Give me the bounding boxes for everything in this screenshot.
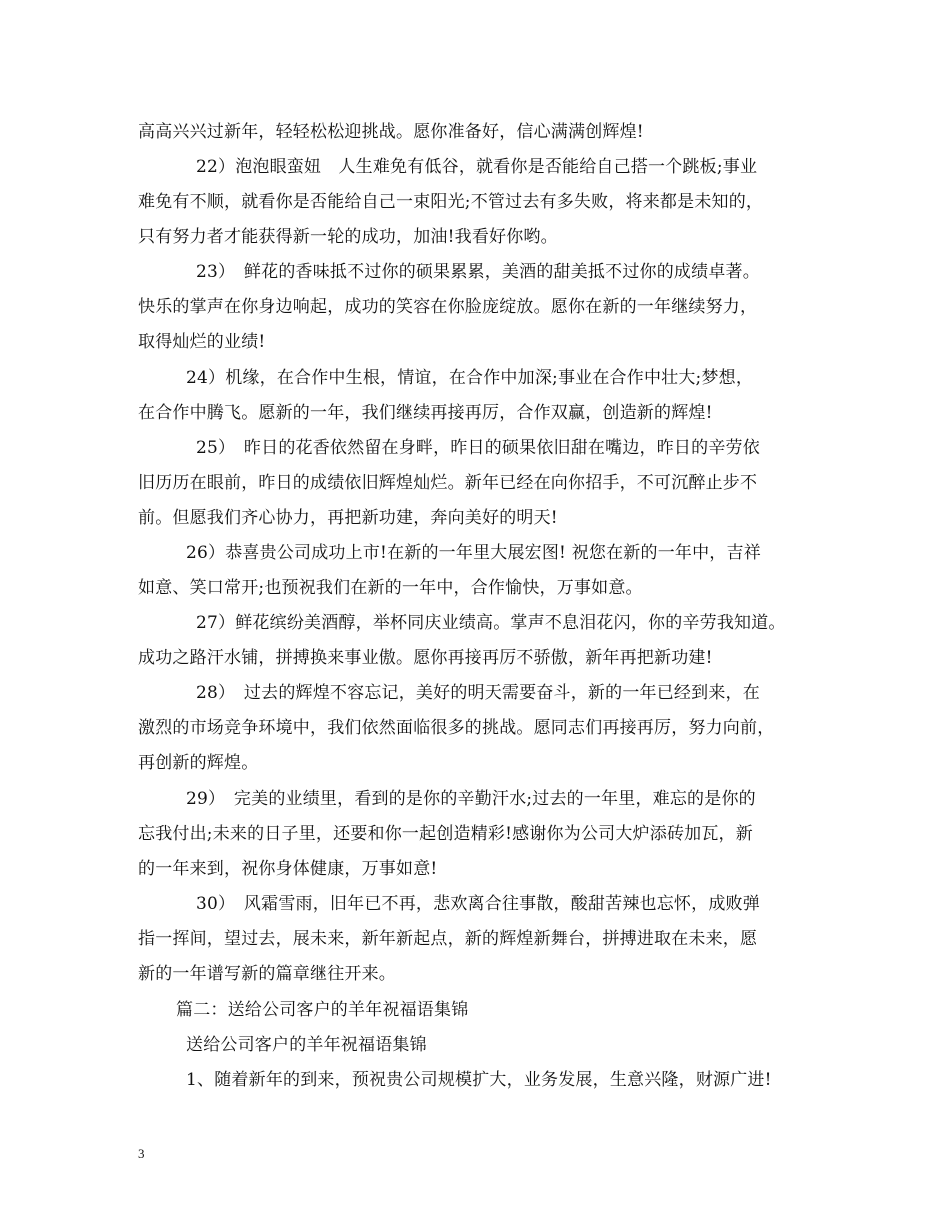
text-line: 25） 昨日的花香依然留在身畔，昨日的硕果依旧甜在嘴边，昨日的辛劳依 xyxy=(196,438,760,458)
text-line: 如意、笑口常开;也预祝我们在新的一年中，合作愉快，万事如意。 xyxy=(138,578,643,598)
text-line: 23） 鲜花的香味抵不过你的硕果累累，美酒的甜美抵不过你的成绩卓著。 xyxy=(196,262,760,282)
section-heading: 篇二：送给公司客户的羊年祝福语集锦 xyxy=(176,1000,469,1020)
text-line: 的一年来到，祝你身体健康，万事如意! xyxy=(138,859,438,879)
text-line: 高高兴兴过新年，轻轻松松迎挑战。愿你准备好，信心满满创辉煌! xyxy=(138,122,644,142)
text-line: 快乐的掌声在你身边响起，成功的笑容在你脸庞绽放。愿你在新的一年继续努力， xyxy=(138,297,758,317)
text-line: 指一挥间，望过去，展未来，新年新起点，新的辉煌新舞台，拼搏进取在未来，愿 xyxy=(138,929,758,949)
text-line: 在合作中腾飞。愿新的一年，我们继续再接再厉，合作双赢，创造新的辉煌! xyxy=(138,403,713,423)
text-line: 前。但愿我们齐心协力，再把新功建，奔向美好的明天! xyxy=(138,508,558,528)
text-line: 27）鲜花缤纷美酒醇，举杯同庆业绩高。掌声不息泪花闪，你的辛劳我知道。 xyxy=(196,613,786,633)
text-line: 29） 完美的业绩里，看到的是你的辛勤汗水;过去的一年里，难忘的是你的 xyxy=(186,789,756,809)
text-line: 旧历历在眼前，昨日的成绩依旧辉煌灿烂。新年已经在向你招手，不可沉醉止步不 xyxy=(138,473,758,493)
text-line: 取得灿烂的业绩! xyxy=(138,332,266,352)
text-line: 22）泡泡眼蛮妞 人生难免有低谷，就看你是否能给自己搭一个跳板;事业 xyxy=(196,157,758,177)
text-line: 26）恭喜贵公司成功上市!在新的一年里大展宏图! 祝您在新的一年中，吉祥 xyxy=(186,543,761,563)
text-line: 激烈的市场竞争环境中，我们依然面临很多的挑战。愿同志们再接再厉，努力向前， xyxy=(138,718,775,738)
text-line: 24）机缘，在合作中生根，情谊，在合作中加深;事业在合作中壮大;梦想， xyxy=(186,368,754,388)
text-line: 成功之路汗水铺，拼搏换来事业傲。愿你再接再厉不骄傲，新年再把新功建! xyxy=(138,648,713,668)
text-line: 忘我付出;未来的日子里，还要和你一起创造精彩!感谢你为公司大炉添砖加瓦，新 xyxy=(138,824,753,844)
text-line: 新的一年谱写新的篇章继往开来。 xyxy=(138,964,396,984)
text-line: 30） 风霜雪雨，旧年已不再，悲欢离合往事散，酸甜苦辣也忘怀，成败弹 xyxy=(196,894,760,914)
text-line: 28） 过去的辉煌不容忘记，美好的明天需要奋斗，新的一年已经到来，在 xyxy=(196,683,760,703)
text-line: 再创新的辉煌。 xyxy=(138,753,259,773)
text-line: 1、随着新年的到来，预祝贵公司规模扩大，业务发展，生意兴隆，财源广进! xyxy=(186,1070,772,1090)
page-number: 3 xyxy=(138,1146,145,1161)
text-line: 只有努力者才能获得新一轮的成功，加油!我看好你哟。 xyxy=(138,227,558,247)
text-line: 难免有不顺，就看你是否能给自己一束阳光;不管过去有多失败，将来都是未知的， xyxy=(138,192,764,212)
section-subtitle: 送给公司客户的羊年祝福语集锦 xyxy=(186,1035,427,1055)
